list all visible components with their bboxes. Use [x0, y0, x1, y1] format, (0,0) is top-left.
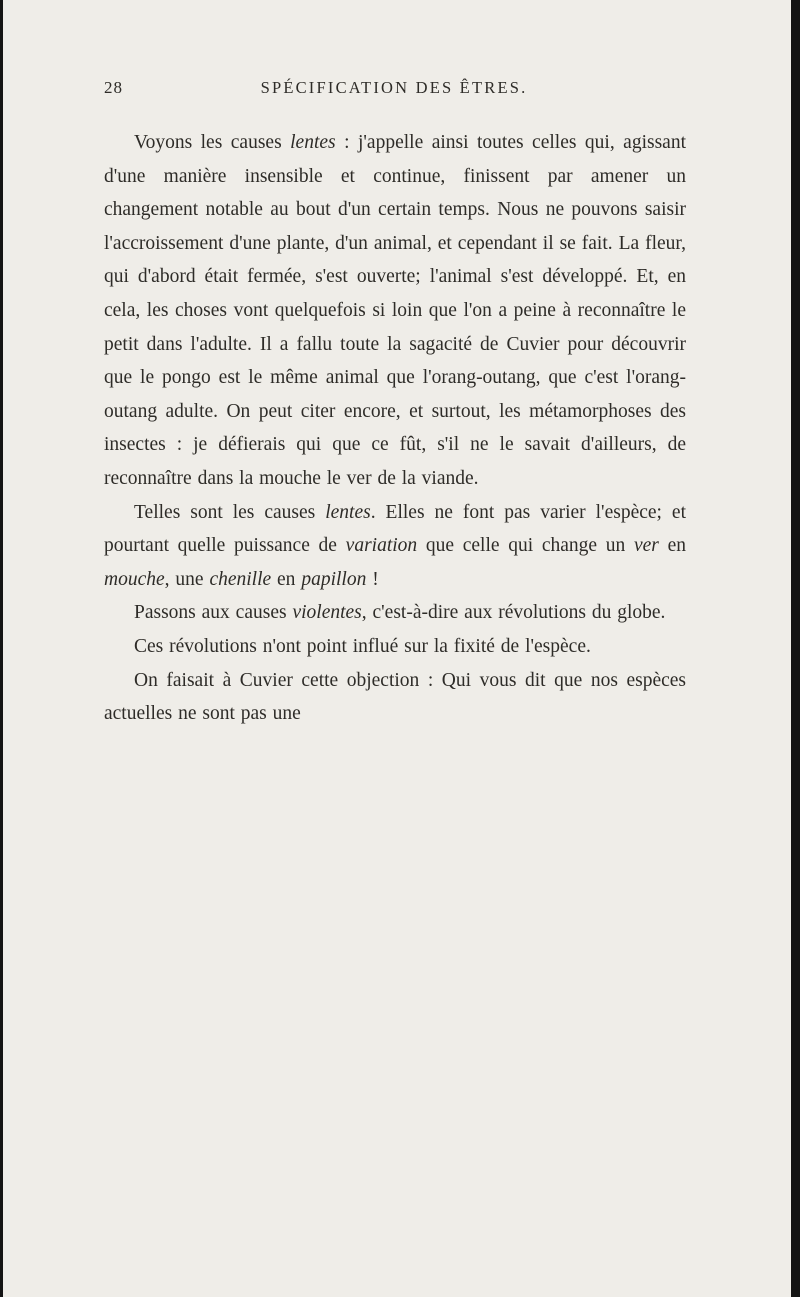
scan-edge-right [791, 0, 800, 1297]
paragraph: On faisait à Cuvier cette objection : Qui vous dit que nos espèces actuelles ne sont pas une [104, 669, 686, 725]
text-block [104, 126, 686, 731]
page-number: 28 [104, 78, 123, 97]
paragraph: Ces révolutions n'ont point influé sur la fixité de l'espèce. [134, 635, 591, 657]
paragraph: Voyons les causes lentes : j'appelle ainsi toutes celles qui, agissant d'une manière insensible et continue, finissent par amener un changement notable au bout d'un certain temps. Nous ne pouvons saisir l'accroissement d'une plante, d'un animal, et cependant il se fait. La fleur, qui d'abord était fermée, s'est ouverte; l'animal s'est développé. Et, en cela, les choses vont quelquefois si loin que l'on a peine à reconnaître le petit dans l'adulte. Il a fallu toute la sagacité de Cuvier pour découvrir que le pongo est le même animal que l'orang-outang, que c'est l'orang-outang adulte. On peut citer encore, et surtout, les métamorphoses des insectes : je défierais qui que ce fût, s'il ne le savait d'ailleurs, de reconnaître dans la mouche le ver de la viande. [104, 132, 687, 489]
running-title: SPÉCIFICATION DES ÊTRES. [260, 78, 528, 97]
paragraph: Passons aux causes violentes, c'est-à-dire aux révolutions du globe. [134, 602, 666, 624]
scan-edge-left [0, 0, 3, 1297]
running-header [104, 76, 684, 102]
paragraph: Telles sont les causes lentes. Elles ne font pas varier l'espèce; et pourtant quelle puissance de variation que celle qui change un ver en mouche, une chenille en papillon ! [104, 501, 686, 590]
